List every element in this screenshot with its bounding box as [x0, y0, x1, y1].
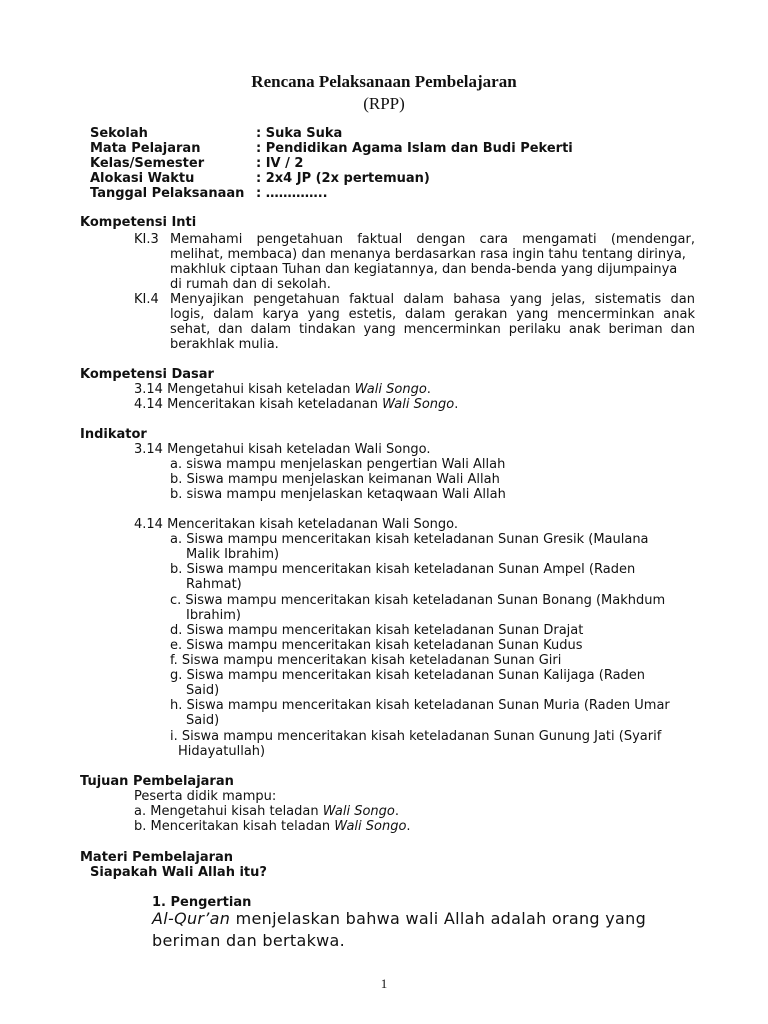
ki-line: Menyajikan pengetahuan faktual dalam bahasa yang jelas, sistematis dan: [170, 292, 695, 307]
ki-line: melihat, membaca) dan menanya berdasarkan rasa ingin tahu tentang dirinya,: [170, 247, 686, 262]
identity-value: : Suka Suka: [256, 126, 343, 141]
ki-line: makhluk ciptaan Tuhan dan kegiatannya, dan benda-benda yang dijumpainya: [170, 262, 678, 277]
tujuan-intro: Peserta didik mampu:: [134, 789, 277, 804]
tujuan-item: a. Mengetahui kisah teladan Wali Songo.: [134, 804, 400, 819]
indikator-item: b. Siswa mampu menjelaskan keimanan Wali Allah: [170, 472, 500, 487]
indikator-item: b. siswa mampu menjelaskan ketaqwaan Wali Allah: [170, 487, 506, 502]
identity-value: : …………..: [256, 186, 328, 201]
indikator-item-cont: Said): [186, 713, 220, 728]
kd-item: 3.14 Mengetahui kisah keteladan Wali Songo.: [134, 382, 431, 397]
indikator-item: e. Siswa mampu menceritakan kisah keteladanan Sunan Kudus: [170, 638, 583, 653]
indikator-group-title: 3.14 Mengetahui kisah keteladan Wali Songo.: [134, 442, 431, 457]
ki-line: berakhlak mulia.: [170, 337, 279, 352]
materi-body-line: beriman dan bertakwa.: [152, 931, 346, 950]
ki-code: KI.3: [134, 232, 159, 247]
document-title: Rencana Pelaksanaan Pembelajaran: [251, 72, 517, 91]
indikator-item-cont: Said): [186, 683, 220, 698]
identity-label: Kelas/Semester: [90, 156, 205, 171]
indikator-item: g. Siswa mampu menceritakan kisah keteladanan Sunan Kalijaga (Raden: [170, 668, 646, 683]
ki-line: sehat, dan dalam tindakan yang mencerminkan perilaku anak beriman dan: [170, 322, 695, 337]
indikator-item-cont: Malik Ibrahim): [186, 547, 280, 562]
section-heading-ki: Kompetensi Inti: [80, 215, 197, 230]
materi-subheading: Siapakah Wali Allah itu?: [90, 865, 267, 880]
identity-label: Tanggal Pelaksanaan: [90, 186, 245, 201]
section-heading-tujuan: Tujuan Pembelajaran: [80, 774, 234, 789]
page-number: 1: [380, 976, 388, 991]
identity-label: Mata Pelajaran: [90, 141, 201, 156]
materi-point: 1. Pengertian: [152, 895, 252, 910]
identity-value: : IV / 2: [256, 156, 304, 171]
kd-item: 4.14 Menceritakan kisah keteladanan Wali Songo.: [134, 397, 459, 412]
section-heading-indikator: Indikator: [80, 427, 147, 442]
identity-label: Sekolah: [90, 126, 148, 141]
section-heading-kd: Kompetensi Dasar: [80, 367, 214, 382]
section-heading-materi: Materi Pembelajaran: [80, 850, 234, 865]
indikator-item-cont: Rahmat): [186, 577, 242, 592]
indikator-item-cont: Ibrahim): [186, 608, 241, 623]
indikator-item: c. Siswa mampu menceritakan kisah keteladanan Sunan Bonang (Makhdum: [170, 593, 666, 608]
ki-line: di rumah dan di sekolah.: [170, 277, 331, 292]
ki-line: logis, dalam karya yang estetis, dalam gerakan yang mencerminkan anak: [170, 307, 695, 322]
indikator-item: d. Siswa mampu menceritakan kisah keteladanan Sunan Drajat: [170, 623, 584, 638]
indikator-item-cont: Hidayatullah): [178, 744, 266, 759]
ki-line: Memahami pengetahuan faktual dengan cara mengamati (mendengar,: [170, 232, 695, 247]
indikator-item: a. Siswa mampu menceritakan kisah keteladanan Sunan Gresik (Maulana: [170, 532, 649, 547]
identity-value: : Pendidikan Agama Islam dan Budi Pekerti: [256, 141, 573, 156]
tujuan-item: b. Menceritakan kisah teladan Wali Songo.: [134, 819, 411, 834]
indikator-item: i. Siswa mampu menceritakan kisah keteladanan Sunan Gunung Jati (Syarif: [170, 729, 662, 744]
ki-code: KI.4: [134, 292, 159, 307]
indikator-item: f. Siswa mampu menceritakan kisah keteladanan Sunan Giri: [170, 653, 562, 668]
indikator-item: a. siswa mampu menjelaskan pengertian Wali Allah: [170, 457, 506, 472]
indikator-item: h. Siswa mampu menceritakan kisah keteladanan Sunan Muria (Raden Umar: [170, 698, 670, 713]
identity-label: Alokasi Waktu: [90, 171, 195, 186]
identity-value: : 2x4 JP (2x pertemuan): [256, 171, 430, 186]
document-subtitle: (RPP): [363, 94, 405, 113]
indikator-item: b. Siswa mampu menceritakan kisah keteladanan Sunan Ampel (Raden: [170, 562, 636, 577]
indikator-group-title: 4.14 Menceritakan kisah keteladanan Wali Songo.: [134, 517, 459, 532]
materi-body-line: Al-Qur’an menjelaskan bahwa wali Allah adalah orang yang: [152, 909, 647, 928]
